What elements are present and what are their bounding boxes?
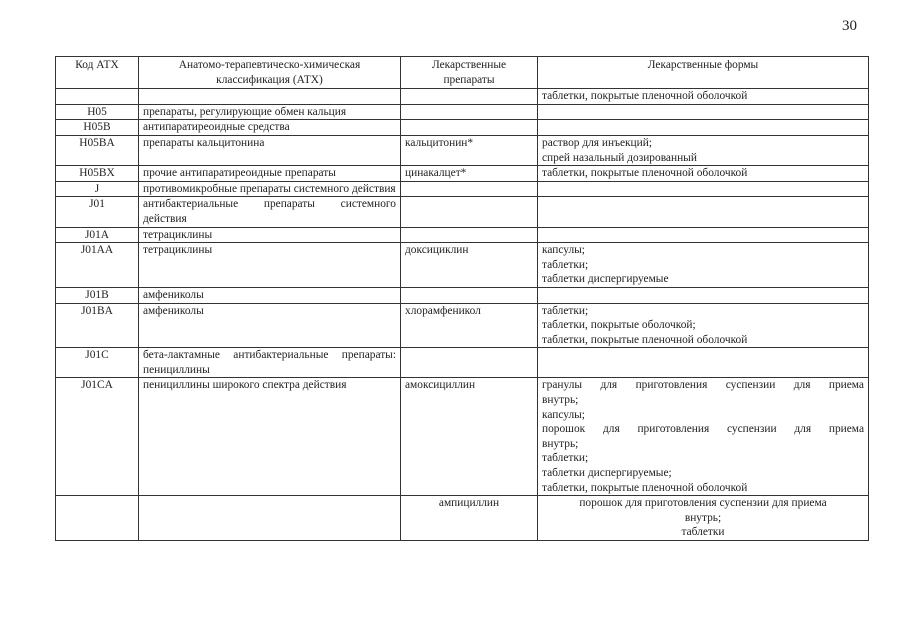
dosage-form-line: порошок для приготовления суспензии для приема bbox=[579, 497, 827, 510]
dosage-forms-cell bbox=[538, 166, 869, 182]
dosage-forms-cell bbox=[538, 227, 869, 243]
table-row bbox=[56, 227, 869, 243]
drug-cell: доксициклин bbox=[401, 243, 538, 288]
atx-code-cell: J01CA bbox=[56, 378, 139, 496]
atx-code-cell: J01 bbox=[56, 197, 139, 227]
drug-cell: цинакалцет* bbox=[401, 166, 538, 182]
atx-code-cell bbox=[56, 496, 139, 541]
atx-classification-cell: антибактериальные препараты системного действия bbox=[139, 197, 401, 227]
drug-cell bbox=[401, 120, 538, 136]
table-body bbox=[56, 89, 869, 541]
dosage-form-line: таблетки, покрытые пленочной оболочкой bbox=[542, 167, 748, 180]
dosage-forms-cell bbox=[538, 104, 869, 120]
dosage-form-line: спрей назальный дозированный bbox=[542, 151, 697, 164]
drug-cell: амоксициллин bbox=[401, 378, 538, 496]
atx-code-cell: H05BA bbox=[56, 135, 139, 165]
dosage-form-line: таблетки; bbox=[542, 452, 589, 465]
atx-classification-cell: амфениколы bbox=[139, 303, 401, 348]
atx-code-cell: J01B bbox=[56, 287, 139, 303]
table-row bbox=[56, 135, 869, 165]
atx-code-cell: H05B bbox=[56, 120, 139, 136]
dosage-form-line: внутрь; bbox=[542, 437, 579, 450]
dosage-forms-cell bbox=[538, 120, 869, 136]
atx-code-cell: J01AA bbox=[56, 243, 139, 288]
atx-classification-cell: антипаратиреоидные средства bbox=[139, 120, 401, 136]
dosage-forms-cell bbox=[538, 197, 869, 227]
table-row bbox=[56, 348, 869, 378]
atx-classification-cell: пенициллины широкого спектра действия bbox=[139, 378, 401, 496]
drug-cell: кальцитонин* bbox=[401, 135, 538, 165]
atx-code-cell: H05BX bbox=[56, 166, 139, 182]
atx-classification-cell: амфениколы bbox=[139, 287, 401, 303]
atx-classification-cell: прочие антипаратиреоидные препараты bbox=[139, 166, 401, 182]
table-row bbox=[56, 378, 869, 496]
atx-classification-cell bbox=[139, 496, 401, 541]
atx-classification-cell: тетрациклины bbox=[139, 227, 401, 243]
dosage-forms-cell bbox=[538, 378, 869, 496]
table-row bbox=[56, 303, 869, 348]
atx-classification-cell: тетрациклины bbox=[139, 243, 401, 288]
table-row bbox=[56, 243, 869, 288]
atx-code-cell: J01BA bbox=[56, 303, 139, 348]
drug-cell: ампициллин bbox=[401, 496, 538, 541]
header-drugs: Лекарственные препараты bbox=[401, 57, 538, 89]
table-row bbox=[56, 89, 869, 105]
dosage-forms-cell bbox=[538, 287, 869, 303]
dosage-form-line: таблетки, покрытые пленочной оболочкой bbox=[542, 90, 748, 103]
drug-cell bbox=[401, 348, 538, 378]
drug-cell bbox=[401, 227, 538, 243]
atx-code-cell: H05 bbox=[56, 104, 139, 120]
dosage-form-line: таблетки bbox=[681, 526, 725, 539]
table-row bbox=[56, 496, 869, 541]
atx-code-cell: J01A bbox=[56, 227, 139, 243]
drug-cell: хлорамфеникол bbox=[401, 303, 538, 348]
dosage-form-line: внутрь; bbox=[542, 394, 579, 407]
dosage-form-line: капсулы; bbox=[542, 244, 585, 257]
dosage-form-line: таблетки; bbox=[542, 258, 589, 271]
atx-code-cell bbox=[56, 89, 139, 105]
dosage-form-line: таблетки, покрытые оболочкой; bbox=[542, 319, 696, 332]
dosage-form-line: порошок для приготовления суспензии для приема bbox=[542, 423, 864, 436]
header-atx-classification: Анатомо-терапевтическо-химическая классификация (АТХ) bbox=[139, 57, 401, 89]
header-atx-code: Код АТХ bbox=[56, 57, 139, 89]
header-dosage-forms: Лекарственные формы bbox=[538, 57, 869, 89]
table-row bbox=[56, 120, 869, 136]
dosage-forms-cell bbox=[538, 181, 869, 197]
dosage-forms-cell bbox=[538, 348, 869, 378]
atx-code-cell: J01C bbox=[56, 348, 139, 378]
dosage-form-line: таблетки диспергируемые; bbox=[542, 467, 672, 480]
table-row bbox=[56, 166, 869, 182]
drug-cell bbox=[401, 104, 538, 120]
dosage-form-line: таблетки диспергируемые bbox=[542, 273, 669, 286]
atx-classification-cell: препараты кальцитонина bbox=[139, 135, 401, 165]
dosage-form-line: таблетки, покрытые пленочной оболочкой bbox=[542, 481, 748, 494]
atx-classification-cell: бета-лактамные антибактериальные препараты: пенициллины bbox=[139, 348, 401, 378]
atx-table bbox=[55, 56, 869, 541]
dosage-forms-cell bbox=[538, 303, 869, 348]
table-row bbox=[56, 181, 869, 197]
dosage-forms-cell bbox=[538, 496, 869, 541]
atx-code-cell: J bbox=[56, 181, 139, 197]
dosage-form-line: гранулы для приготовления суспензии для приема bbox=[542, 379, 864, 392]
dosage-form-line: раствор для инъекций; bbox=[542, 136, 653, 149]
dosage-forms-cell bbox=[538, 89, 869, 105]
atx-classification-cell: препараты, регулирующие обмен кальция bbox=[139, 104, 401, 120]
page-number: 30 bbox=[842, 18, 857, 34]
drug-cell bbox=[401, 287, 538, 303]
dosage-form-line: капсулы; bbox=[542, 408, 585, 421]
atx-classification-cell: противомикробные препараты системного действия bbox=[139, 181, 401, 197]
table-header-row bbox=[56, 57, 869, 89]
table-row bbox=[56, 104, 869, 120]
drug-cell bbox=[401, 181, 538, 197]
dosage-form-line: таблетки, покрытые пленочной оболочкой bbox=[542, 333, 748, 346]
dosage-forms-cell bbox=[538, 243, 869, 288]
table-row bbox=[56, 287, 869, 303]
table-row bbox=[56, 197, 869, 227]
dosage-form-line: внутрь; bbox=[684, 511, 722, 524]
drug-cell bbox=[401, 197, 538, 227]
dosage-forms-cell bbox=[538, 135, 869, 165]
dosage-form-line: таблетки; bbox=[542, 304, 589, 317]
atx-classification-cell bbox=[139, 89, 401, 105]
drug-cell bbox=[401, 89, 538, 105]
